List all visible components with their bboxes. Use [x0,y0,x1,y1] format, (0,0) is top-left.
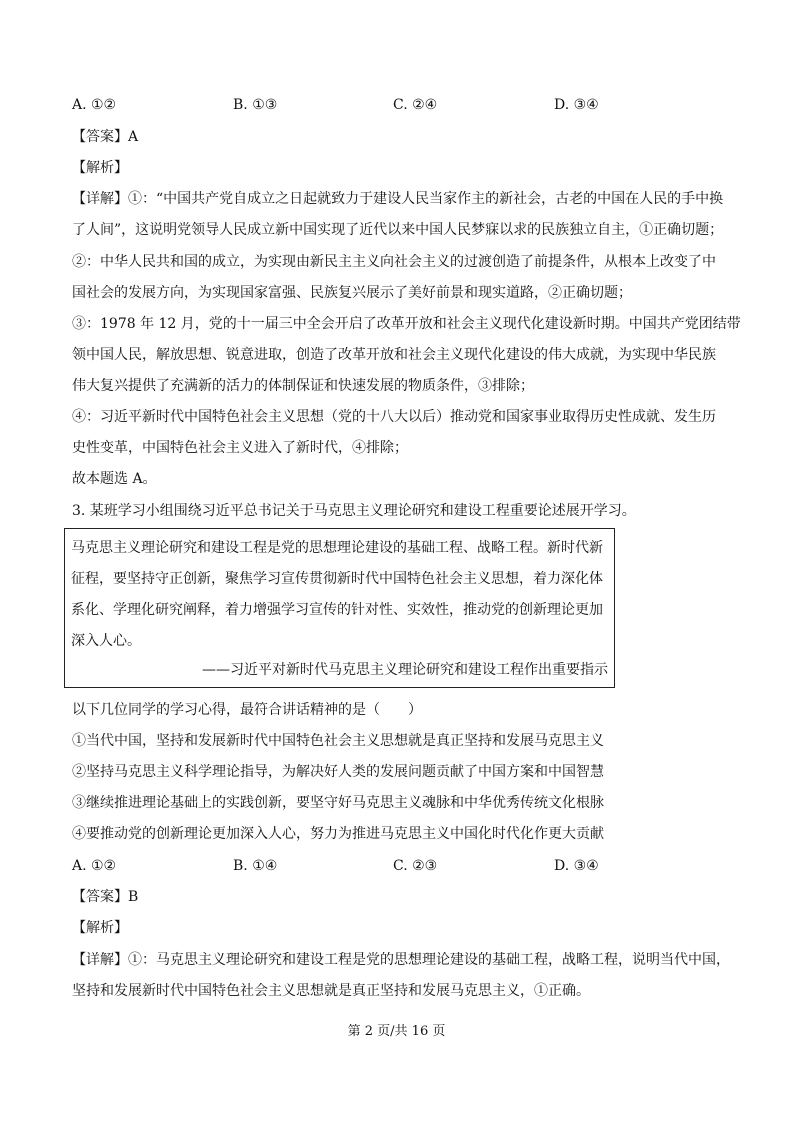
q3-analysis-label: 【解析】 [72,920,128,936]
q3-quote-line: 深入人心。 [71,633,141,649]
q2-detail-line: ④：习近平新时代中国特色社会主义思想（党的十八大以后）推动党和国家事业取得历史性成就、发生历 [72,409,716,425]
q3-detail-line: 【详解】①：马克思主义理论研究和建设工程是党的思想理论建设的基础工程，战略工程，说明当代中国， [72,952,730,968]
q2-detail-line: 领中国人民，解放思想、锐意进取，创造了改革开放和社会主义现代化建设的伟大成就，为实现中华民族 [72,347,716,363]
q2-conclusion: 故本题选 A。 [72,471,157,487]
q3-detail-line: 坚持和发展新时代中国特色社会主义思想就是真正坚持和发展马克思主义，①正确。 [72,983,590,999]
q2-detail-line: 史性变革，中国特色社会主义进入了新时代，④排除； [72,440,408,456]
q3-option-d: D. ③④ [554,858,599,874]
q2-detail-line: ③：1978 年 12 月，党的十一届三中全会开启了改革开放和社会主义现代化建设新时期。中国共产党团结带 [72,316,741,332]
q3-option-a: A. ①② [72,858,117,874]
q3-item: ①当代中国，坚持和发展新时代中国特色社会主义思想就是真正坚持和发展马克思主义 [72,733,604,749]
q3-question: 以下几位同学的学习心得，最符合讲话精神的是（ ） [72,702,422,718]
q2-detail-line: ②：中华人民共和国的成立，为实现由新民主主义向社会主义的过渡创造了前提条件，从根本上改变了中 [72,254,716,270]
q2-option-c: C. ②④ [393,97,438,113]
q2-option-d: D. ③④ [554,97,599,113]
q2-analysis-label: 【解析】 [72,160,128,176]
q3-quote-source: ——习近平对新时代马克思主义理论研究和建设工程作出重要指示 [202,662,608,678]
q3-quote-box [64,528,615,688]
q3-stem: 3. 某班学习小组围绕习近平总书记关于马克思主义理论研究和建设工程重要论述展开学习。 [72,503,636,519]
q3-quote-line: 征程，要坚持守正创新，聚焦学习宣传贯彻新时代中国特色社会主义思想，着力深化体 [71,571,603,587]
q2-detail-line: 了人间”，这说明党领导人民成立新中国实现了近代以来中国人民梦寐以求的民族独立自主，①正确切题； [72,222,724,238]
q2-option-b: B. ①③ [233,97,278,113]
q2-detail-line: 伟大复兴提供了充满新的活力的体制保证和快速发展的物质条件，③排除； [72,378,534,394]
q3-item: ④要推动党的创新理论更加深入人心，努力为推进马克思主义中国化时代化作更大贡献 [72,826,604,842]
q3-option-b: B. ①④ [233,858,278,874]
q3-quote-line: 系化、学理化研究阐释，着力增强学习宣传的针对性、实效性，推动党的创新理论更加 [71,602,603,618]
q2-option-a: A. ①② [72,97,117,113]
q3-option-c: C. ②③ [393,858,438,874]
page-footer: 第 2 页/共 16 页 [347,1024,446,1039]
q2-detail-line: 【详解】①：“中国共产党自成立之日起就致力于建设人民当家作主的新社会，古老的中国在人民的手中换 [72,191,724,207]
q3-item: ③继续推进理论基础上的实践创新，要坚守好马克思主义魂脉和中华优秀传统文化根脉 [72,795,604,811]
q3-answer: 【答案】B [72,889,139,905]
q3-item: ②坚持马克思主义科学理论指导，为解决好人类的发展问题贡献了中国方案和中国智慧 [72,764,604,780]
q3-quote-line: 马克思主义理论研究和建设工程是党的思想理论建设的基础工程、战略工程。新时代新 [71,540,603,556]
q2-answer: 【答案】A [72,129,139,145]
q2-detail-line: 国社会的发展方向，为实现国家富强、民族复兴展示了美好前景和现实道路，②正确切题； [72,285,632,301]
